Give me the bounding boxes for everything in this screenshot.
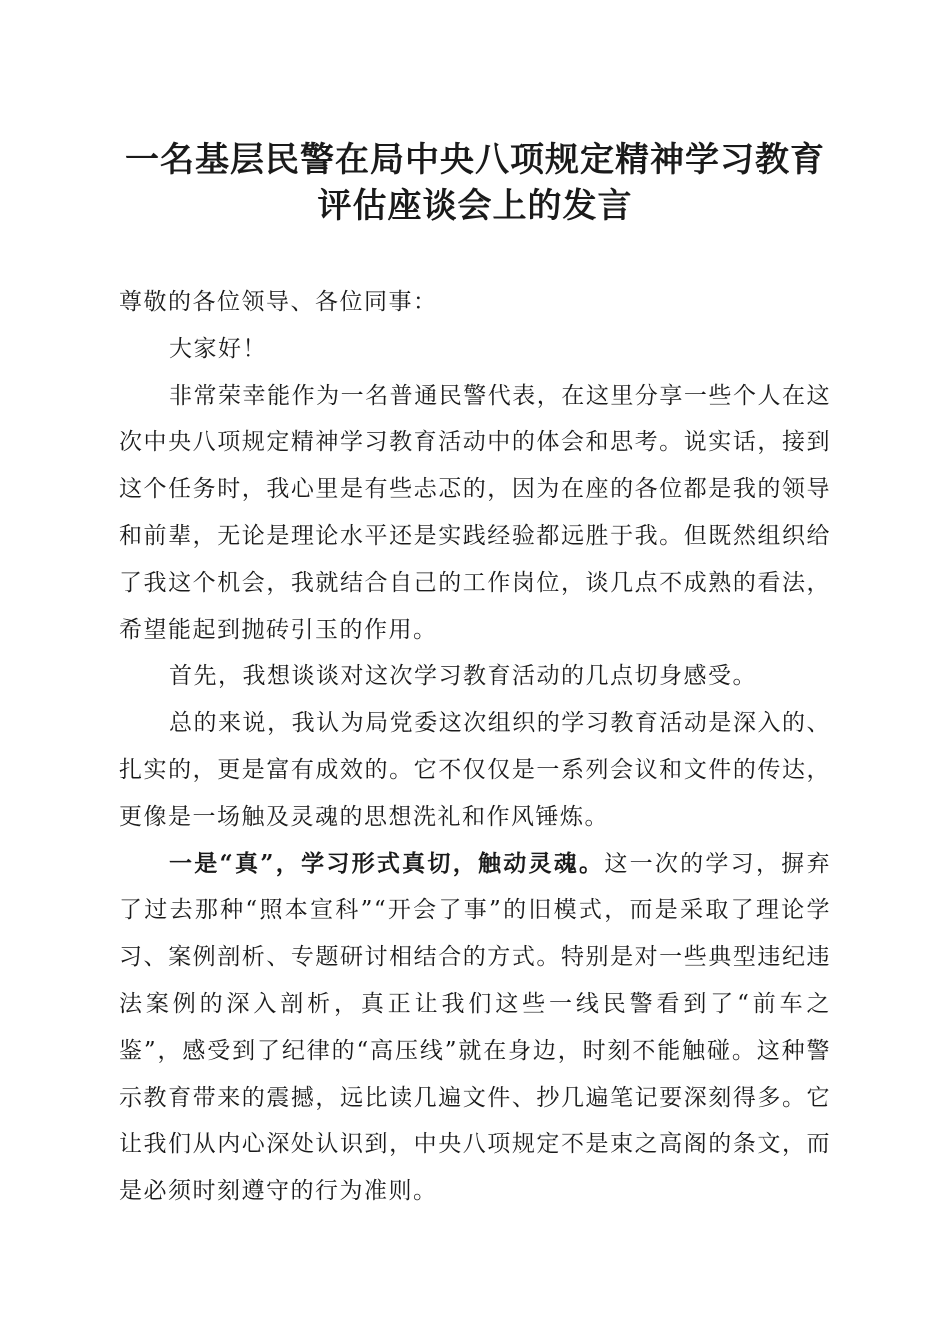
paragraph-intro: 非常荣幸能作为一名普通民警代表，在这里分享一些个人在这次中央八项规定精神学习教育活动中的体会和思考。说实话，接到这个任务时，我心里是有些忐忑的，因为在座的各位都是我的领导和前辈，无论是理论水平还是实践经验都远胜于我。但既然组织给了我这个机会，我就结合自己的工作岗位，谈几点不成熟的看法，希望能起到抛砖引玉的作用。 [119,382,831,643]
document-title-line-1: 一名基层民警在局中央八项规定精神学习教育 [125,140,825,180]
paragraph-summary: 总的来说，我认为局党委这次组织的学习教育活动是深入的、扎实的，更是富有成效的。它不仅仅是一系列会议和文件的传达，更像是一场触及灵魂的思想洗礼和作风锤炼。 [119,710,831,830]
point-one-heading: 一是“真”，学习形式真切，触动灵魂。 [169,849,605,877]
paragraph-first-topic: 首先，我想谈谈对这次学习教育活动的几点切身感受。 [169,663,757,690]
paragraph-point-one [119,841,831,1215]
salutation: 尊敬的各位领导、各位同事： [119,289,438,315]
document-title-line-2: 评估座谈会上的发言 [317,186,633,226]
document-body [119,279,831,1215]
greeting: 大家好！ [169,335,267,362]
point-one-text: 这一次的学习，摒弃了过去那种“照本宣科”“开会了事”的旧模式，而是采取了理论学习、案例剖析、专题研讨相结合的方式。特别是对一些典型违纪违法案例的深入剖析，真正让我们这些一线民警看到了“前车之鉴”，感受到了纪律的“高压线”就在身边，时刻不能触碰。这种警示教育带来的震撼，远比读几遍文件、抄几遍笔记要深刻得多。它让我们从内心深处认识到，中央八项规定不是束之高阁的条文，而是必须时刻遵守的行为准则。 [119,850,831,1205]
